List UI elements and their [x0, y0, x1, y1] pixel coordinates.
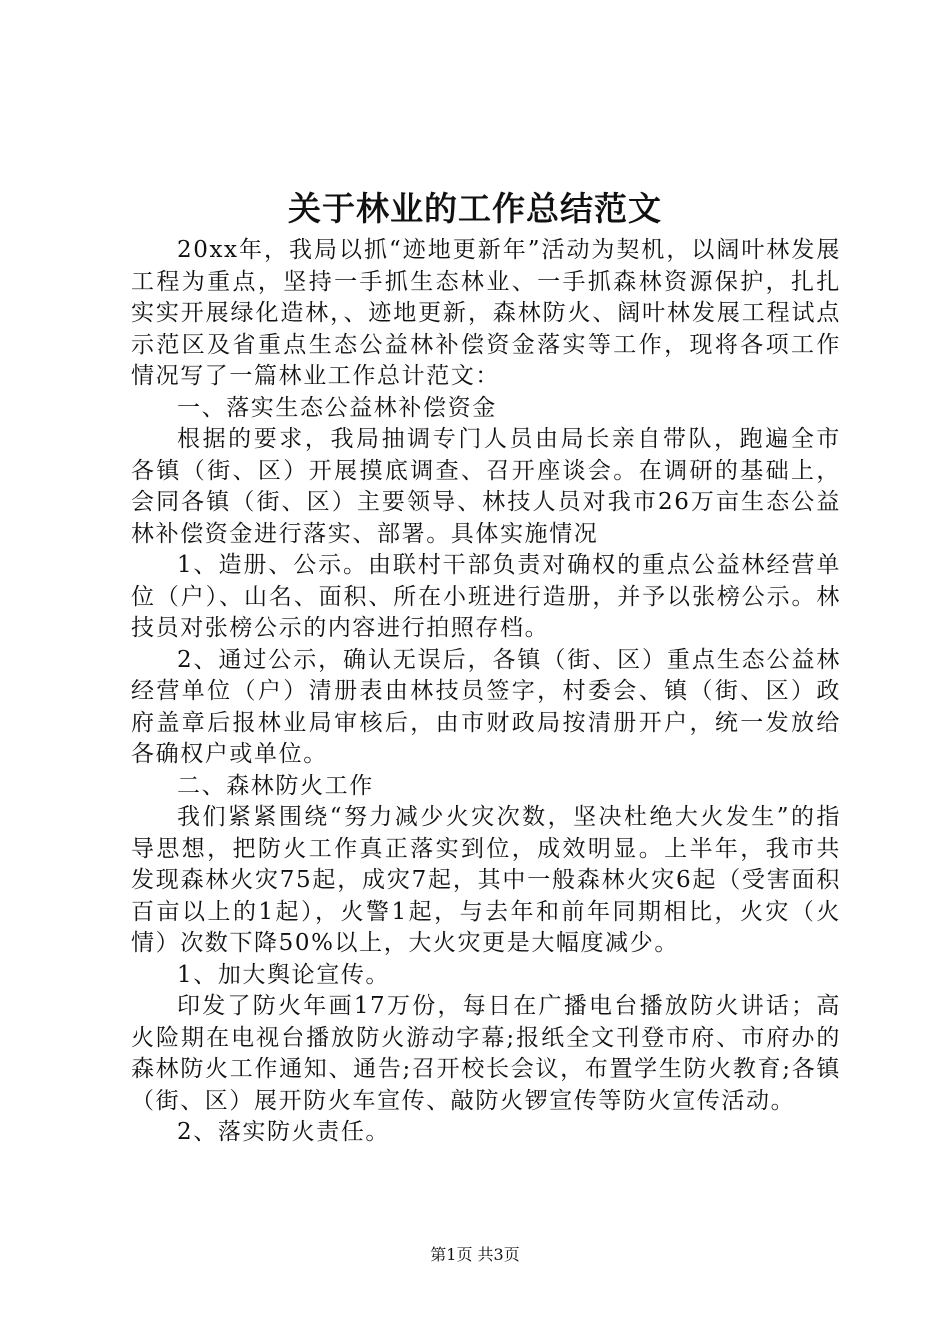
subheading: 2、落实防火责任。 — [177, 1119, 391, 1145]
heading-section-1: 一、落实生态公益林补偿资金 — [177, 394, 497, 421]
paragraph: 印发了防火年画17万份，每日在广播电台播放防火讲话；高火险期在电视台播放防火游动字幕;报纸全文刊登市府、市府办的森林防火工作通知、通告;召开校长会议，布置学生防火教育;各镇（街、区）展开防火车宣传、敲防火锣宣传等防火宣传活动。 — [131, 993, 841, 1114]
paragraph: 我们紧紧围绕“努力减少火灾次数，坚决杜绝大火发生”的指导思想，把防火工作真正落实到位，成效明显。上半年，我市共发现森林火灾75起，成灾7起，其中一般森林火灾6起（受害面积百亩以上的1起），火警1起，与去年和前年同期相比，火灾（火情）次数下降50%以上，大火灾更是大幅度减少。 — [131, 804, 841, 956]
paragraph: 1、造册、公示。由联村干部负责对确权的重点公益林经营单位（户）、山名、面积、所在小班进行造册，并予以张榜公示。林技员对张榜公示的内容进行拍照存档。 — [131, 552, 841, 641]
paragraph: 2、通过公示，确认无误后，各镇（街、区）重点生态公益林经营单位（户）清册表由林技员签字，村委会、镇（街、区）政府盖章后报林业局审核后，由市财政局按清册开户，统一发放给各确权户或单位。 — [131, 646, 841, 767]
subheading: 1、加大舆论宣传。 — [177, 961, 391, 988]
page-footer: 第1页 共3页 — [430, 1245, 520, 1264]
paragraph: 根据的要求，我局抽调专门人员由局长亲自带队，跑遍全市各镇（街、区）开展摸底调查、召开座谈会。在调研的基础上，会同各镇（街、区）主要领导、林技人员对我市26万亩生态公益林补偿资金进行落实、部署。具体实施情况 — [131, 426, 841, 547]
document-body — [131, 235, 841, 1149]
heading-section-2: 二、森林防火工作 — [177, 772, 374, 799]
paragraph-intro: 20xx年，我局以抓“迹地更新年”活动为契机，以阔叶林发展工程为重点，坚持一手抓生态林业、一手抓森林资源保护，扎扎实实开展绿化造林，、迹地更新，森林防火、阔叶林发展工程试点示范区及省重点生态公益林补偿资金落实等工作，现将各项工作情况写了一篇林业工作总计范文： — [131, 237, 841, 389]
document-title: 关于林业的工作总结范文 — [288, 189, 662, 228]
